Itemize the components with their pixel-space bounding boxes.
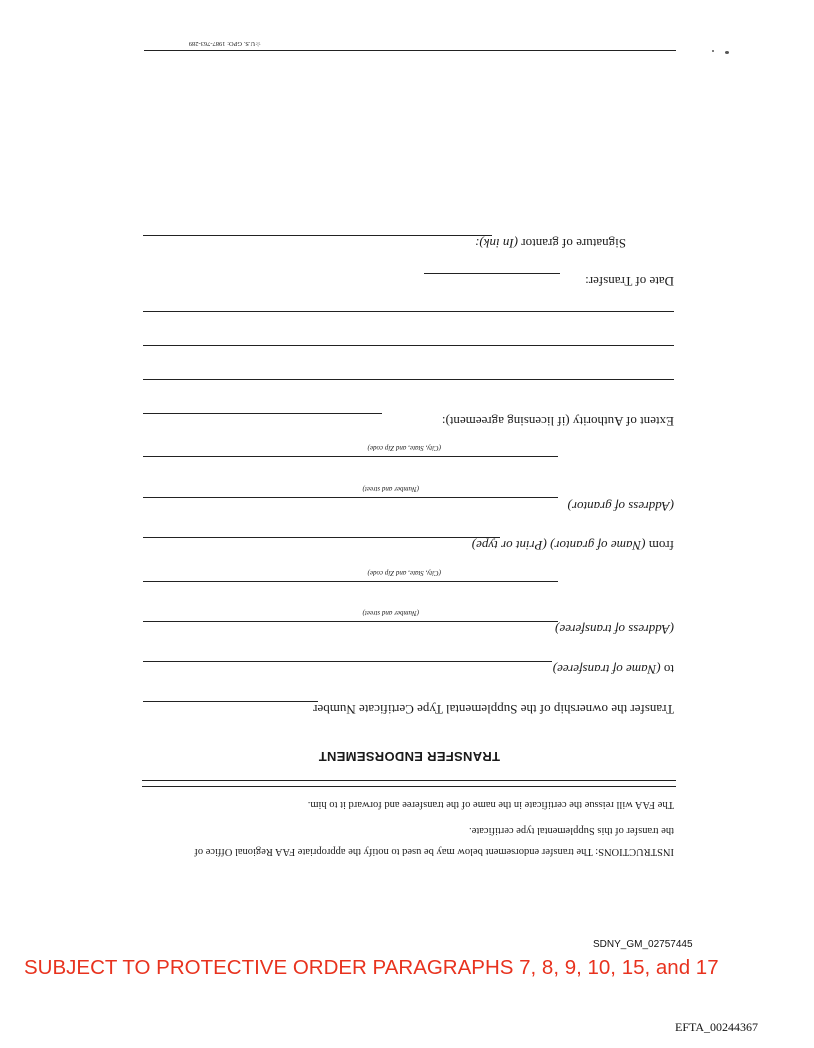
transferee-street-field[interactable]	[143, 621, 558, 622]
gpo-footer: ☆U.S. GPO: 1987-763-289	[188, 40, 261, 47]
extent-line-2[interactable]	[143, 379, 674, 380]
grantor-address-label: (Address of grantor)	[567, 499, 674, 514]
extent-line-4[interactable]	[143, 311, 674, 312]
instructions-line-1: INSTRUCTIONS: The transfer endorsement below may be used to notify the appropriate FAA Regional Office of	[194, 846, 674, 857]
grantor-name-field[interactable]	[143, 537, 500, 538]
extent-authority-label: Extent of Authority (if licensing agreement):	[441, 414, 674, 429]
to-prefix: to	[663, 662, 674, 677]
signature-field[interactable]	[143, 235, 492, 236]
city-state-zip-hint-2: (City, State, and Zip code)	[367, 444, 441, 452]
rule-bottom	[142, 780, 676, 781]
transfer-ownership-label: Transfer the ownership of the Supplemental Type Certificate Number	[313, 702, 674, 717]
extent-line-3[interactable]	[143, 345, 674, 346]
grantor-city-field[interactable]	[143, 456, 558, 457]
bates-number: SDNY_GM_02757445	[593, 939, 693, 950]
instructions-line-2: the transfer of this Supplemental type certificate.	[469, 825, 674, 836]
date-transfer-field[interactable]	[424, 273, 560, 274]
protective-order-notice: SUBJECT TO PROTECTIVE ORDER PARAGRAPHS 7, 8, 9, 10, 15, and 17	[24, 956, 719, 979]
extent-authority-field[interactable]	[143, 413, 382, 414]
number-street-hint-2: (Number and street)	[362, 485, 419, 493]
transferee-city-field[interactable]	[143, 581, 558, 582]
reissue-text: The FAA will reissue the certificate in the name of the transferee and forward it to him.	[307, 799, 674, 810]
city-state-zip-hint-1: (City, State, and Zip code)	[367, 569, 441, 577]
efta-number: EFTA_00244367	[675, 1020, 759, 1034]
number-street-hint-1: (Number and street)	[362, 609, 419, 617]
signature-row	[475, 235, 626, 251]
transferee-name-label: (Name of transferee)	[552, 662, 661, 677]
signature-hint: (In ink):	[475, 236, 519, 251]
rule-top	[142, 786, 676, 787]
scan-speck	[712, 50, 714, 52]
signature-label: Signature of grantor	[521, 236, 626, 251]
from-row	[472, 537, 674, 553]
gpo-rule	[144, 50, 676, 51]
date-transfer-label: Date of Transfer:	[585, 274, 674, 289]
from-prefix: from	[648, 538, 674, 553]
grantor-name-label: (Name of grantor) (Print or type)	[471, 538, 646, 553]
stc-number-field[interactable]	[143, 701, 318, 702]
transfer-endorsement-heading: TRANSFER ENDORSEMENT	[318, 749, 500, 764]
transferee-address-label: (Address of transferee)	[555, 622, 674, 637]
transferee-name-field[interactable]	[143, 661, 552, 662]
scan-speck	[725, 51, 729, 54]
to-row	[553, 661, 674, 677]
grantor-street-field[interactable]	[143, 497, 558, 498]
